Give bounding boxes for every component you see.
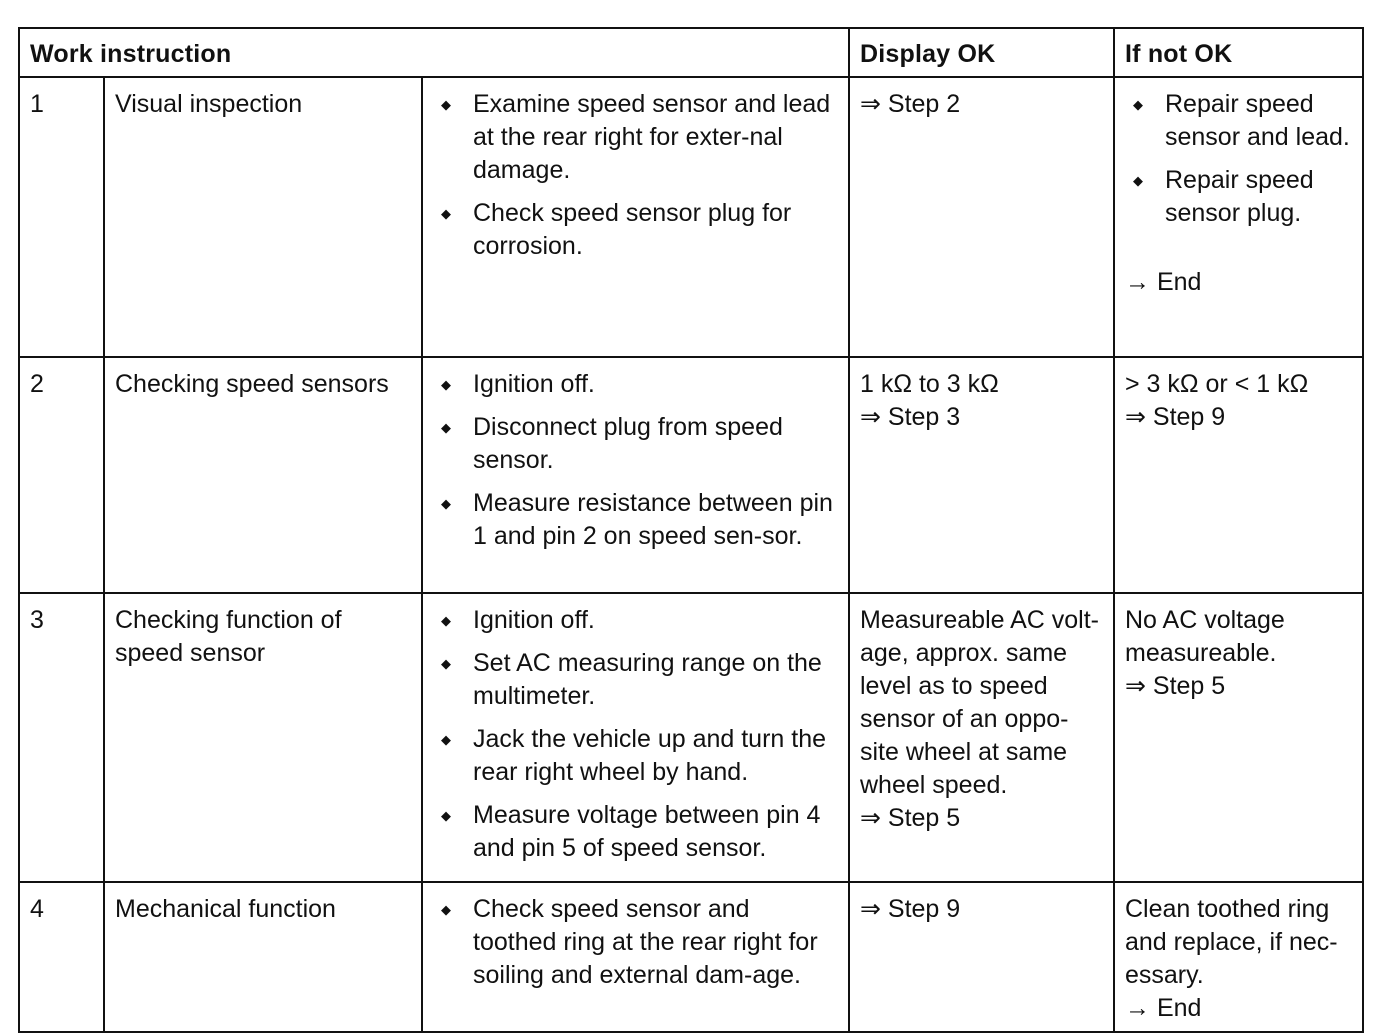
instruction-text: Set AC measuring range on the multimeter. [473,649,822,710]
display-ok-text: ⇒ Step 2 [860,90,961,118]
instruction-text: Ignition off. [473,370,595,398]
remedy-text: Repair speed sensor plug. [1165,166,1314,227]
step-instructions [422,357,849,593]
diamond-bullet-icon: ◆ [441,808,451,823]
instruction-item [433,487,838,553]
end-text: → End [1125,268,1202,296]
instruction-item [433,368,838,401]
instruction-text: Check speed sensor plug for corrosion. [473,199,792,260]
step-number: 2 [19,357,104,593]
display-ok-cell [849,593,1114,882]
step-title: Visual inspection [104,77,422,357]
if-not-ok-cell [1114,357,1363,593]
instruction-text: Disconnect plug from speed sensor. [473,413,783,474]
display-ok-text: Measureable AC volt-age, approx. same level as to speed sensor of an oppo-site wheel at same wheel speed. [860,606,1100,799]
display-ok-cell [849,882,1114,1032]
if-not-ok-text: Clean toothed ring and replace, if nec-essary. [1125,895,1338,989]
diamond-bullet-icon: ◆ [441,206,451,221]
instruction-item [433,723,838,789]
step-title: Checking function of speed sensor [104,593,422,882]
step-number: 1 [19,77,104,357]
display-ok-text: ⇒ Step 9 [860,895,961,923]
diamond-bullet-icon: ◆ [441,496,451,511]
display-ok-cell [849,357,1114,593]
if-not-ok-cell [1114,77,1363,357]
diamond-bullet-icon: ◆ [441,97,451,112]
step-instructions [422,593,849,882]
remedy-item [1125,88,1352,154]
table-row [19,357,1363,593]
if-not-ok-cell [1114,593,1363,882]
instruction-item [433,604,838,637]
header-display-ok: Display OK [849,28,1114,77]
if-not-ok-text: → End [1125,994,1202,1022]
instruction-text: Check speed sensor and toothed ring at the rear right for soiling and external dam-age. [473,895,818,989]
if-not-ok-text: No AC voltage measureable. [1125,606,1285,667]
diamond-bullet-icon: ◆ [441,656,451,671]
step-title: Mechanical function [104,882,422,1032]
display-ok-text: 1 kΩ to 3 kΩ [860,370,999,398]
step-number: 3 [19,593,104,882]
instruction-text: Ignition off. [473,606,595,634]
header-work-instruction: Work instruction [19,28,849,77]
diamond-bullet-icon: ◆ [441,377,451,392]
instruction-item [433,88,838,187]
if-not-ok-text: ⇒ Step 9 [1125,403,1226,431]
table-row [19,77,1363,357]
diamond-bullet-icon: ◆ [441,613,451,628]
work-instruction-table [18,27,1364,1033]
remedy-text: Repair speed sensor and lead. [1165,90,1350,151]
table-row [19,882,1363,1032]
instruction-text: Jack the vehicle up and turn the rear right wheel by hand. [473,725,827,786]
step-number: 4 [19,882,104,1032]
step-title: Checking speed sensors [104,357,422,593]
work-instruction-sheet [18,27,1362,1033]
display-ok-cell [849,77,1114,357]
diamond-bullet-icon: ◆ [441,902,451,917]
instruction-item [433,799,838,865]
diamond-bullet-icon: ◆ [441,732,451,747]
instruction-item [433,197,838,263]
diamond-bullet-icon: ◆ [1133,97,1143,112]
diamond-bullet-icon: ◆ [441,420,451,435]
if-not-ok-text: > 3 kΩ or < 1 kΩ [1125,370,1309,398]
remedy-item [1125,164,1352,230]
if-not-ok-cell [1114,882,1363,1032]
instruction-text: Examine speed sensor and lead at the rear right for exter-nal damage. [473,90,831,184]
instruction-item [433,893,838,992]
display-ok-text: ⇒ Step 3 [860,403,961,431]
instruction-item [433,411,838,477]
step-instructions [422,77,849,357]
display-ok-text: ⇒ Step 5 [860,804,961,832]
step-instructions [422,882,849,1032]
table-header-row [19,28,1363,77]
instruction-text: Measure resistance between pin 1 and pin 2 on speed sen-sor. [473,489,833,550]
table-row [19,593,1363,882]
instruction-text: Measure voltage between pin 4 and pin 5 of speed sensor. [473,801,821,862]
diamond-bullet-icon: ◆ [1133,173,1143,188]
instruction-item [433,647,838,713]
if-not-ok-text: ⇒ Step 5 [1125,672,1226,700]
header-if-not-ok: If not OK [1114,28,1363,77]
